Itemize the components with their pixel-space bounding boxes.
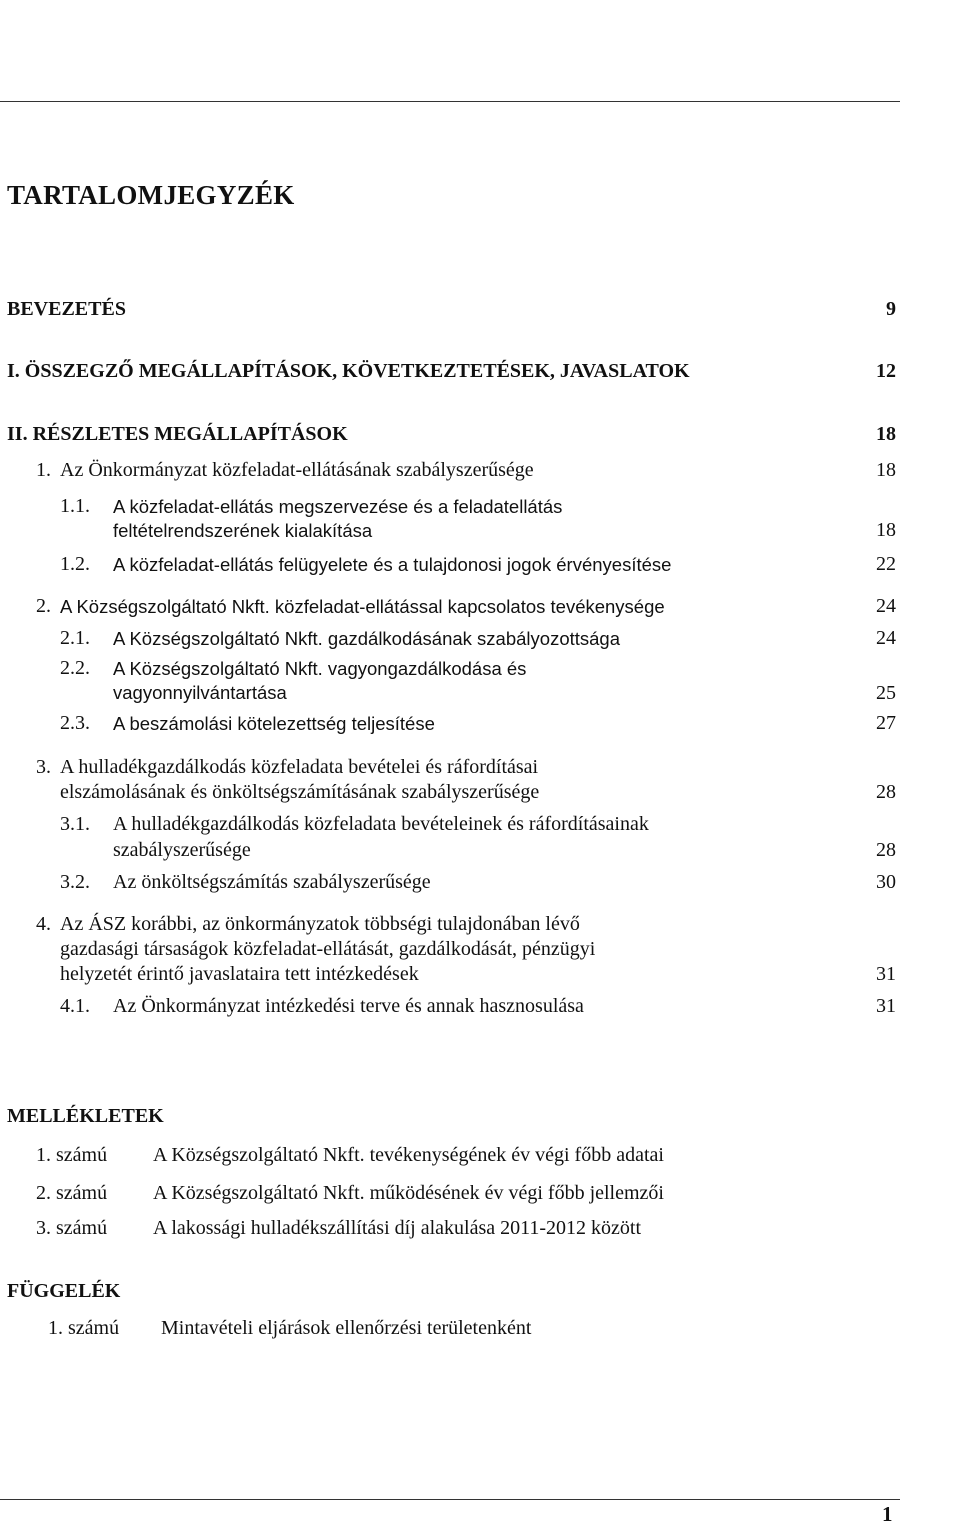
toc-3-text-line1: A hulladékgazdálkodás közfeladata bevételei és ráfordításai <box>60 756 539 778</box>
page-title: TARTALOMJEGYZÉK <box>7 180 295 210</box>
toc-4-number: 4. <box>36 913 51 935</box>
toc-3-1-text-line2: szabályszerűsége <box>113 839 251 861</box>
toc-1-1-text-line1: A közfeladat-ellátás megszervezése és a feladatellátás <box>113 496 563 517</box>
toc-2-2-text-line2: vagyonnyilvántartása <box>113 682 287 703</box>
toc-i-page: 12 <box>876 360 896 382</box>
toc-4-text-line3: helyzetét érintő javaslataira tett intézkedések <box>60 963 419 985</box>
toc-i-label: I. ÖSSZEGZŐ MEGÁLLAPÍTÁSOK, KÖVETKEZTETÉSEK, JAVASLATOK <box>7 360 690 382</box>
toc-ii-page: 18 <box>876 423 896 445</box>
melleklet-1-text: A Községszolgáltató Nkft. tevékenységének év végi főbb adatai <box>153 1144 664 1166</box>
toc-3-number: 3. <box>36 756 51 778</box>
toc-2-number: 2. <box>36 595 51 617</box>
toc-2-3-text: A beszámolási kötelezettség teljesítése <box>113 713 435 734</box>
toc-4-1-page: 31 <box>876 995 896 1017</box>
toc-1-2-page: 22 <box>876 553 896 575</box>
toc-2-3-page: 27 <box>876 712 896 734</box>
toc-3-1-page: 28 <box>876 839 896 861</box>
toc-1-1-text-line2: feltételrendszerének kialakítása <box>113 520 373 541</box>
toc-2-2-page: 25 <box>876 682 896 704</box>
toc-1-1-number: 1.1. <box>60 495 90 517</box>
melleklet-3-text: A lakossági hulladékszállítási díj alakulása 2011-2012 között <box>153 1217 642 1239</box>
toc-3-1-number: 3.1. <box>60 813 90 835</box>
toc-1-number: 1. <box>36 459 51 481</box>
toc-bevezetes-label: BEVEZETÉS <box>7 298 126 320</box>
fuggelek-1-number: 1. számú <box>48 1317 120 1339</box>
toc-4-text-line2: gazdasági társaságok közfeladat-ellátását, gazdálkodását, pénzügyi <box>60 938 596 960</box>
toc-3-2-page: 30 <box>876 871 896 893</box>
toc-2-page: 24 <box>876 595 896 617</box>
toc-4-1-text: Az Önkormányzat intézkedési terve és annak hasznosulása <box>113 995 584 1017</box>
page-number: 1 <box>882 1502 893 1526</box>
melleklet-3-number: 3. számú <box>36 1217 108 1239</box>
toc-3-2-number: 3.2. <box>60 871 90 893</box>
toc-3-page: 28 <box>876 781 896 803</box>
melleklet-2-number: 2. számú <box>36 1182 108 1204</box>
fuggelek-heading: FÜGGELÉK <box>7 1280 121 1302</box>
toc-1-2-number: 1.2. <box>60 553 90 575</box>
fuggelek-1-text: Mintavételi eljárások ellenőrzési területenként <box>161 1317 532 1339</box>
toc-3-2-text: Az önköltségszámítás szabályszerűsége <box>113 871 431 893</box>
top-rule <box>0 101 900 102</box>
toc-2-1-number: 2.1. <box>60 627 90 649</box>
toc-1-1-page: 18 <box>876 519 896 541</box>
toc-3-text-line2: elszámolásának és önköltségszámításának szabályszerűsége <box>60 781 540 803</box>
melleklet-1-number: 1. számú <box>36 1144 108 1166</box>
toc-1-2-text: A közfeladat-ellátás felügyelete és a tulajdonosi jogok érvényesítése <box>113 554 672 575</box>
bottom-rule <box>0 1499 900 1500</box>
toc-4-1-number: 4.1. <box>60 995 90 1017</box>
toc-3-1-text-line1: A hulladékgazdálkodás közfeladata bevételeinek és ráfordításainak <box>113 813 649 835</box>
toc-ii-label: II. RÉSZLETES MEGÁLLAPÍTÁSOK <box>7 423 348 445</box>
toc-2-1-text: A Községszolgáltató Nkft. gazdálkodásának szabályozottsága <box>113 628 621 649</box>
toc-2-2-text-line1: A Községszolgáltató Nkft. vagyongazdálkodása és <box>113 658 527 679</box>
toc-bevezetes-page: 9 <box>886 298 896 320</box>
toc-2-2-number: 2.2. <box>60 657 90 679</box>
toc-2-text: A Községszolgáltató Nkft. közfeladat-ellátással kapcsolatos tevékenysége <box>60 596 665 617</box>
mellekletek-heading: MELLÉKLETEK <box>7 1105 164 1127</box>
toc-4-page: 31 <box>876 963 896 985</box>
toc-2-3-number: 2.3. <box>60 712 90 734</box>
melleklet-2-text: A Községszolgáltató Nkft. működésének év végi főbb jellemzői <box>153 1182 664 1204</box>
toc-2-1-page: 24 <box>876 627 896 649</box>
toc-1-text: Az Önkormányzat közfeladat-ellátásának szabályszerűsége <box>60 459 534 481</box>
toc-4-text-line1: Az ÁSZ korábbi, az önkormányzatok többségi tulajdonában lévő <box>60 913 580 935</box>
toc-1-page: 18 <box>876 459 896 481</box>
